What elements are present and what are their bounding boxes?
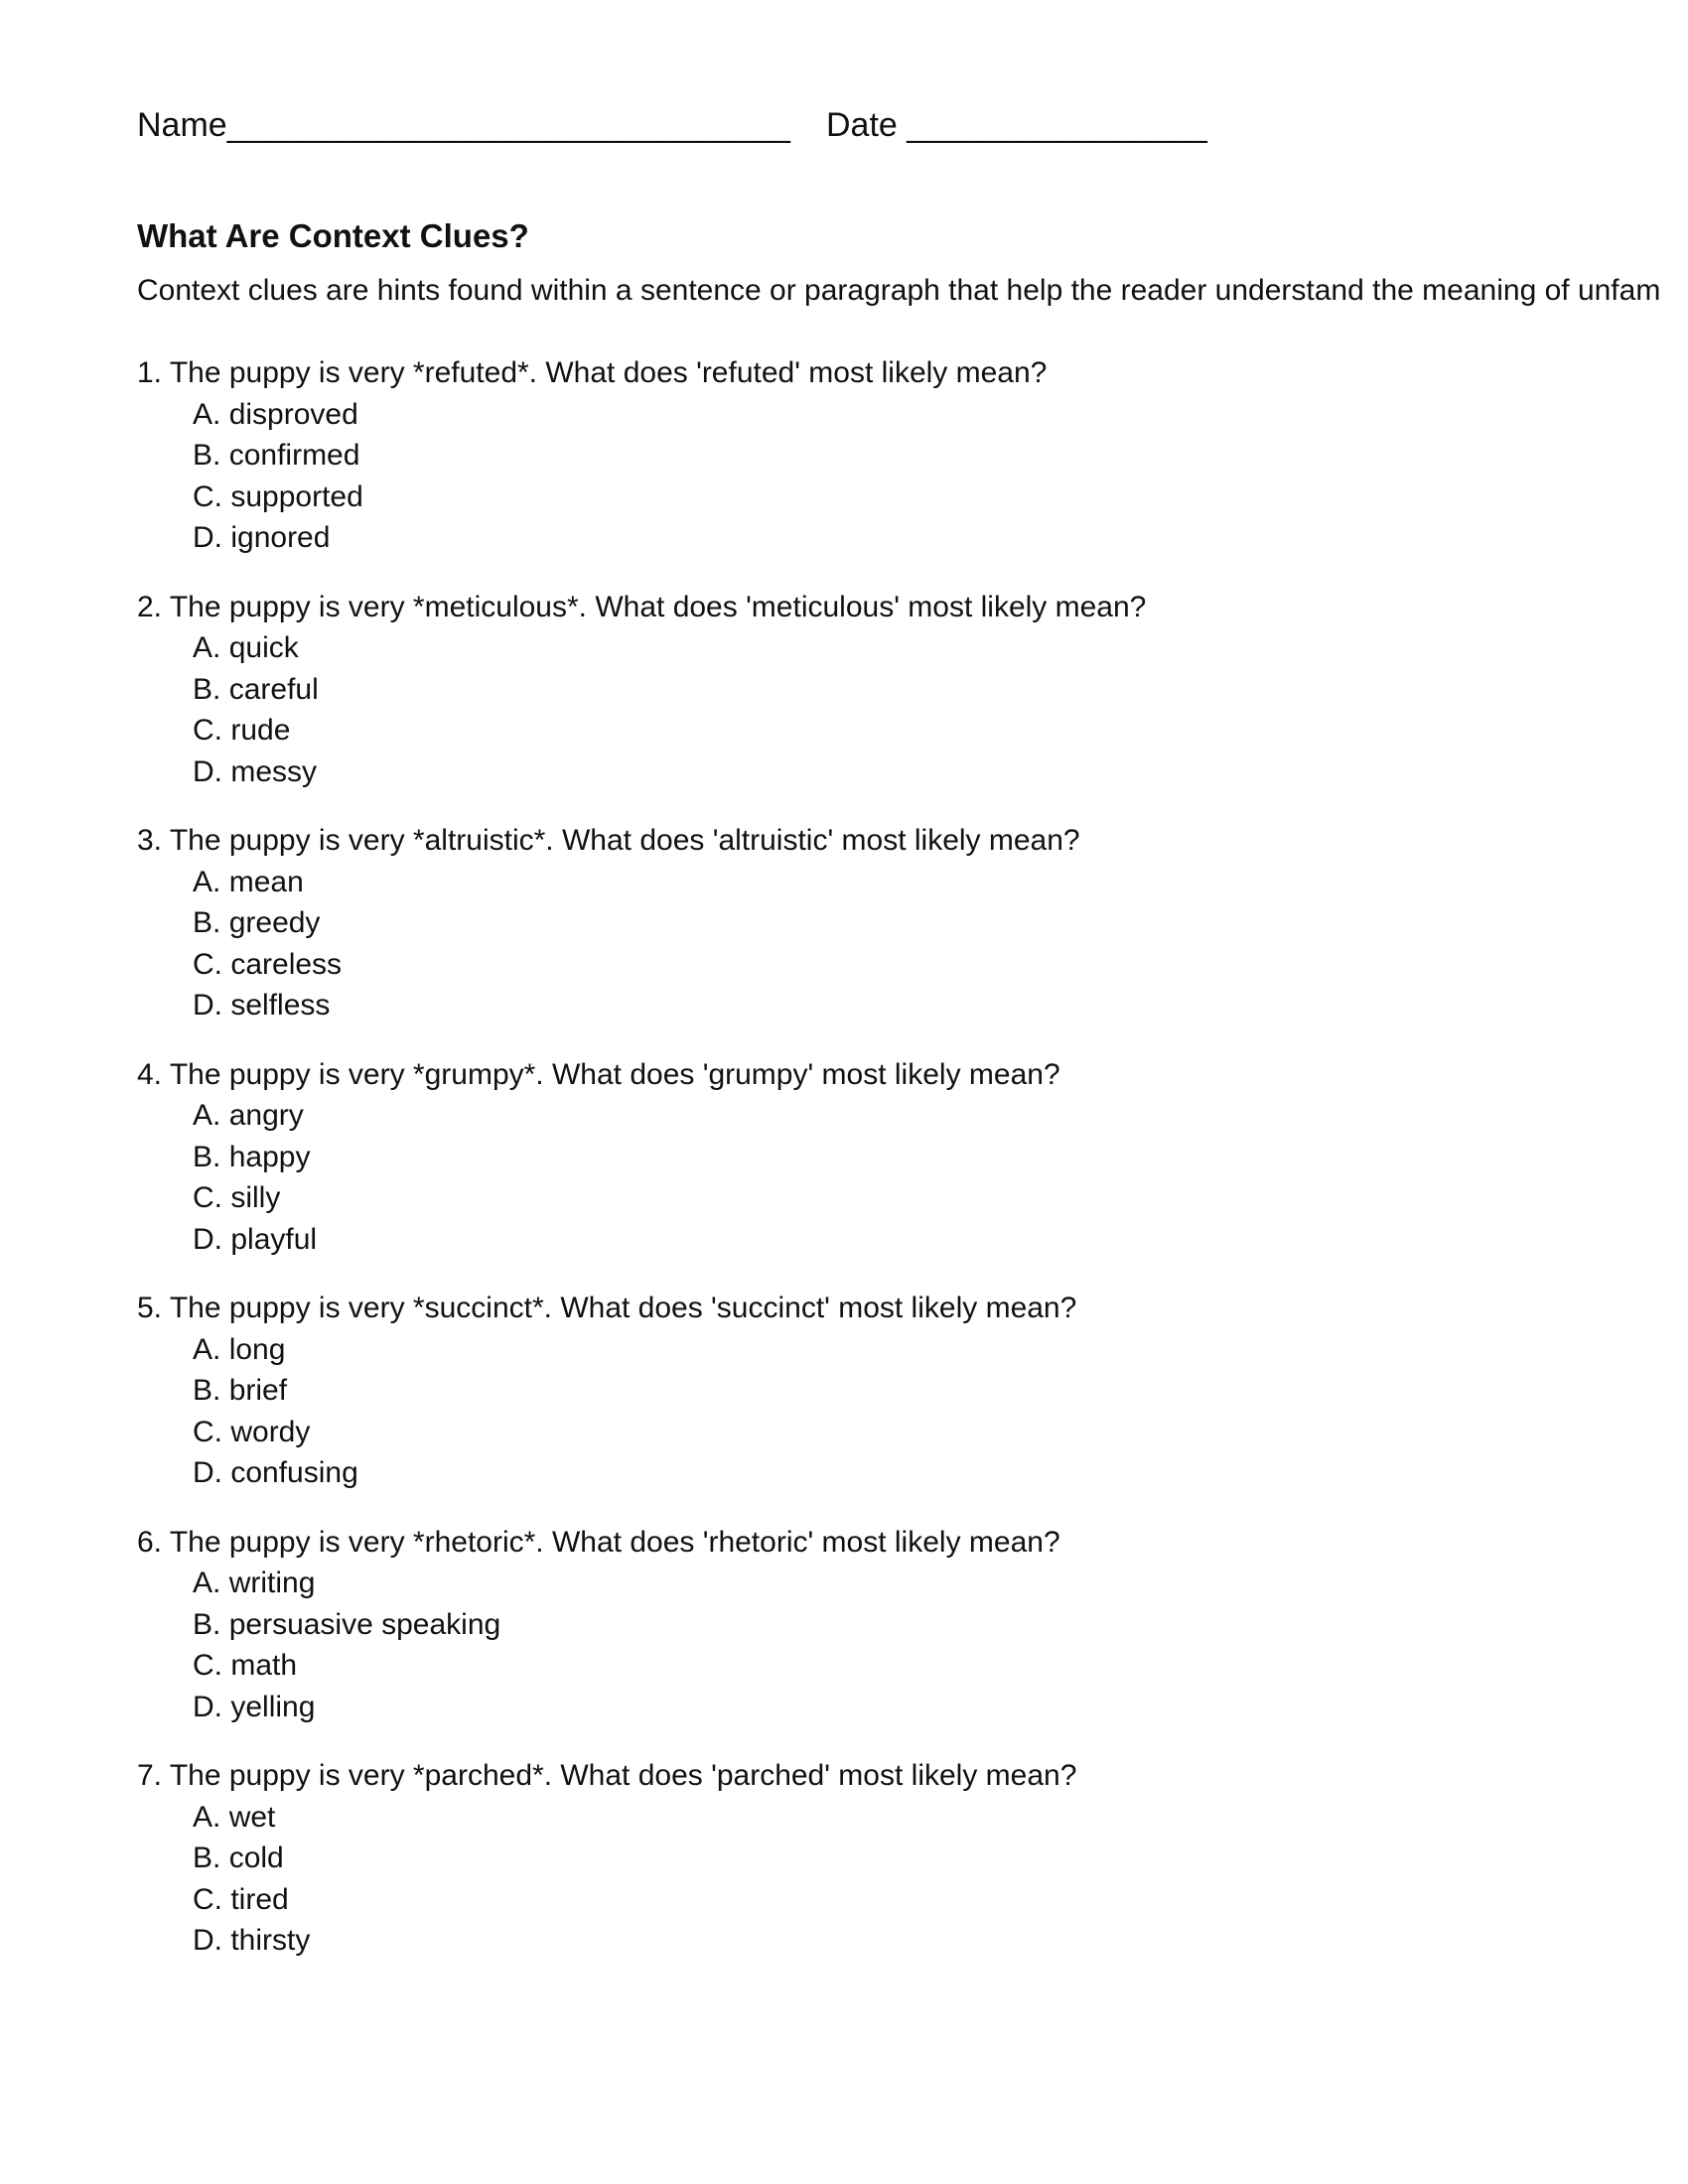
option-letter: D. [193, 1456, 222, 1489]
answer-option[interactable] [193, 1370, 1666, 1412]
answer-option[interactable] [193, 751, 1666, 793]
option-letter: C. [193, 1415, 222, 1448]
option-text: careless [230, 947, 343, 981]
option-text: tired [230, 1882, 289, 1916]
question-text: 7. The puppy is very *parched*. What does 'parched' most likely mean? [137, 1759, 1077, 1792]
question-text: 5. The puppy is very *succinct*. What does 'succinct' most likely mean? [137, 1292, 1077, 1324]
option-text: yelling [230, 1690, 316, 1723]
answer-option[interactable] [193, 862, 1666, 903]
option-text: wordy [230, 1415, 311, 1448]
name-date-header [137, 103, 1207, 147]
name-field[interactable]: Name______________________________ [137, 106, 790, 144]
option-text: cold [228, 1842, 284, 1874]
question-text: 4. The puppy is very *grumpy*. What does 'grumpy' most likely mean? [137, 1057, 1060, 1091]
option-letter: C. [193, 1181, 222, 1214]
answer-option[interactable] [193, 627, 1666, 669]
option-letter: D. [193, 521, 222, 554]
question-item [137, 1054, 1666, 1261]
option-letter: D. [193, 1690, 222, 1723]
question-item [137, 1522, 1666, 1728]
option-letter: C. [193, 479, 222, 513]
option-text: rude [230, 714, 291, 747]
option-letter: C. [193, 1882, 222, 1916]
intro-paragraph: Context clues are hints found within a sentence or paragraph that help the reader understand the meaning of unfam [137, 274, 1661, 307]
option-letter: D. [193, 1924, 222, 1957]
answer-option[interactable] [193, 1452, 1666, 1494]
worksheet-title: What Are Context Clues? [137, 217, 529, 254]
option-letter: B. [193, 1842, 221, 1874]
question-item [137, 1755, 1666, 1962]
option-text: greedy [228, 906, 321, 939]
option-letter: A. [193, 1567, 221, 1599]
answer-options [137, 1329, 1666, 1494]
option-text: ignored [230, 521, 331, 554]
answer-options [137, 394, 1666, 559]
option-text: quick [228, 631, 299, 664]
date-field[interactable]: Date ________________ [825, 106, 1207, 144]
option-letter: B. [193, 672, 221, 706]
answer-option[interactable] [193, 710, 1666, 751]
option-letter: A. [193, 1099, 221, 1132]
question-item [137, 820, 1666, 1026]
option-text: wet [228, 1800, 276, 1834]
answer-option[interactable] [193, 1095, 1666, 1137]
answer-options [137, 1095, 1666, 1260]
answer-option[interactable] [193, 669, 1666, 711]
option-letter: D. [193, 1222, 222, 1256]
option-letter: B. [193, 906, 221, 939]
option-text: selfless [230, 989, 331, 1022]
option-letter: D. [193, 989, 222, 1022]
option-letter: B. [193, 439, 221, 472]
option-letter: A. [193, 397, 221, 431]
option-letter: C. [193, 714, 222, 747]
option-letter: B. [193, 1374, 221, 1407]
answer-option[interactable] [193, 985, 1666, 1026]
option-text: thirsty [230, 1924, 311, 1957]
question-item [137, 352, 1666, 559]
option-text: silly [230, 1181, 281, 1214]
option-text: angry [228, 1099, 304, 1132]
answer-option[interactable] [193, 1563, 1666, 1604]
question-item [137, 587, 1666, 793]
option-letter: A. [193, 1332, 221, 1366]
answer-option[interactable] [193, 944, 1666, 986]
option-text: playful [230, 1222, 318, 1256]
option-text: persuasive speaking [228, 1607, 501, 1641]
option-letter: A. [193, 865, 221, 898]
answer-option[interactable] [193, 477, 1666, 518]
answer-option[interactable] [193, 1137, 1666, 1178]
answer-option[interactable] [193, 1838, 1666, 1879]
question-text: 1. The puppy is very *refuted*. What does 'refuted' most likely mean? [137, 356, 1048, 389]
answer-option[interactable] [193, 517, 1666, 559]
option-text: confusing [230, 1456, 358, 1489]
answer-option[interactable] [193, 1219, 1666, 1261]
option-text: happy [228, 1140, 311, 1173]
answer-option[interactable] [193, 1920, 1666, 1962]
answer-options [137, 1797, 1666, 1962]
option-letter: B. [193, 1607, 221, 1641]
answer-option[interactable] [193, 1412, 1666, 1453]
option-text: math [230, 1649, 298, 1682]
option-text: mean [228, 865, 304, 898]
answer-option[interactable] [193, 1687, 1666, 1728]
option-letter: D. [193, 754, 222, 788]
option-letter: B. [193, 1140, 221, 1173]
question-text: 6. The puppy is very *rhetoric*. What does 'rhetoric' most likely mean? [137, 1525, 1060, 1559]
question-list [137, 352, 1666, 1989]
answer-option[interactable] [193, 1879, 1666, 1921]
option-text: careful [228, 672, 319, 706]
option-text: long [228, 1332, 286, 1366]
answer-option[interactable] [193, 1177, 1666, 1219]
option-letter: A. [193, 1800, 221, 1834]
answer-option[interactable] [193, 902, 1666, 944]
answer-option[interactable] [193, 1797, 1666, 1839]
answer-options [137, 627, 1666, 792]
option-text: brief [228, 1374, 288, 1407]
answer-options [137, 1563, 1666, 1727]
answer-option[interactable] [193, 1604, 1666, 1646]
answer-option[interactable] [193, 394, 1666, 436]
option-letter: C. [193, 947, 222, 981]
option-letter: C. [193, 1649, 222, 1682]
option-letter: A. [193, 631, 221, 664]
option-text: supported [230, 479, 363, 513]
answer-options [137, 862, 1666, 1026]
option-text: writing [228, 1567, 316, 1599]
question-text: 3. The puppy is very *altruistic*. What does 'altruistic' most likely mean? [137, 824, 1080, 857]
option-text: disproved [228, 397, 358, 431]
answer-option[interactable] [193, 1329, 1666, 1371]
option-text: confirmed [228, 439, 360, 472]
option-text: messy [230, 754, 318, 788]
answer-option[interactable] [193, 435, 1666, 477]
answer-option[interactable] [193, 1645, 1666, 1687]
question-item [137, 1288, 1666, 1494]
question-text: 2. The puppy is very *meticulous*. What does 'meticulous' most likely mean? [137, 590, 1147, 623]
